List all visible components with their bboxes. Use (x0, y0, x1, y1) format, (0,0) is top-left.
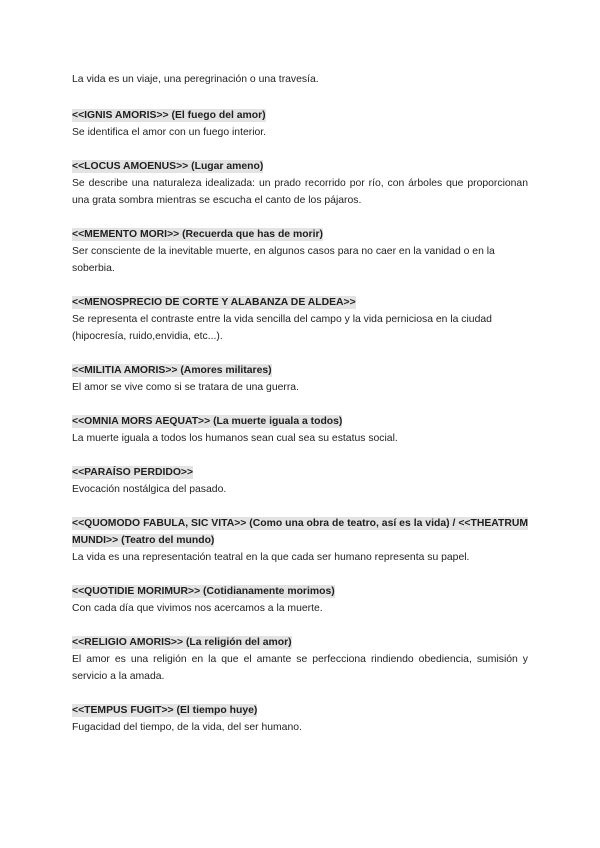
topic-entry-memento-mori (72, 226, 528, 277)
topic-heading (72, 583, 528, 600)
topic-heading (72, 515, 528, 549)
topic-entry-religio-amoris (72, 634, 528, 685)
topic-heading-text: <<TEMPUS FUGIT>> (El tiempo huye) (72, 705, 258, 716)
topic-heading (72, 107, 528, 124)
topic-entry-tempus-fugit (72, 702, 528, 736)
topic-heading-text: <<MILITIA AMORIS>> (Amores militares) (72, 365, 272, 376)
document-page (72, 71, 528, 753)
topic-heading (72, 702, 528, 719)
topic-heading-text: <<PARAÍSO PERDIDO>> (72, 467, 194, 478)
topic-description: Ser consciente de la inevitable muerte, en algunos casos para no caer en la vanidad o en la soberbia. (72, 246, 495, 274)
topic-heading (72, 464, 528, 481)
topic-entry-militia-amoris (72, 362, 528, 396)
intro-text: La vida es un viaje, una peregrinación o una travesía. (72, 74, 319, 85)
topic-description: La muerte iguala a todos los humanos sean cual sea su estatus social. (72, 433, 398, 444)
topic-heading (72, 158, 528, 175)
topic-heading-text: <<QUOTIDIE MORIMUR>> (Cotidianamente morimos) (72, 586, 335, 597)
topic-heading (72, 294, 528, 311)
topic-description: Con cada día que vivimos nos acercamos a la muerte. (72, 603, 323, 614)
topic-entry-paraiso-perdido (72, 464, 528, 498)
topic-description: Evocación nostálgica del pasado. (72, 484, 227, 495)
topic-heading (72, 362, 528, 379)
topic-heading-text: <<LOCUS AMOENUS>> (Lugar ameno) (72, 161, 264, 172)
topic-description: El amor se vive como si se tratara de una guerra. (72, 382, 299, 393)
topic-heading-text: <<IGNIS AMORIS>> (El fuego del amor) (72, 110, 266, 121)
topic-entry-menosprecio-de-corte (72, 294, 528, 345)
topic-description: Fugacidad del tiempo, de la vida, del ser humano. (72, 722, 302, 733)
topic-heading-text: <<MEMENTO MORI>> (Recuerda que has de morir) (72, 229, 323, 240)
topic-entry-omnia-mors-aequat (72, 413, 528, 447)
topic-entry-quotidie-morimur (72, 583, 528, 617)
topic-heading (72, 634, 528, 651)
topic-entry-locus-amoenus (72, 158, 528, 209)
topic-description: La vida es una representación teatral en la que cada ser humano representa su papel. (72, 552, 470, 563)
topic-heading (72, 413, 528, 430)
topic-description: Se identifica el amor con un fuego interior. (72, 127, 267, 138)
topic-description: Se representa el contraste entre la vida sencilla del campo y la vida perniciosa en la ciudad (hipocresía, ruido,envidia, etc...). (72, 314, 492, 342)
topic-heading-text: <<MENOSPRECIO DE CORTE Y ALABANZA DE ALDEA>> (72, 297, 356, 308)
topic-description: Se describe una naturaleza idealizada: un prado recorrido por río, con árboles que proporcionan una grata sombra mientras se escucha el canto de los pájaros. (72, 178, 528, 206)
topic-entry-quomodo-fabula (72, 515, 528, 566)
topic-description: El amor es una religión en la que el amante se perfecciona rindiendo obediencia, sumisión y servicio a la amada. (72, 654, 528, 682)
topic-entry-ignis-amoris (72, 107, 528, 141)
topic-heading-text: <<RELIGIO AMORIS>> (La religión del amor) (72, 637, 292, 648)
topic-heading-text: <<OMNIA MORS AEQUAT>> (La muerte iguala a todos) (72, 416, 343, 427)
topic-heading-text: <<QUOMODO FABULA, SIC VITA>> (Como una obra de teatro, así es la vida) / <<THEATRUM MUNDI>> (Teatro del mundo) (72, 518, 528, 546)
topic-heading (72, 226, 528, 243)
